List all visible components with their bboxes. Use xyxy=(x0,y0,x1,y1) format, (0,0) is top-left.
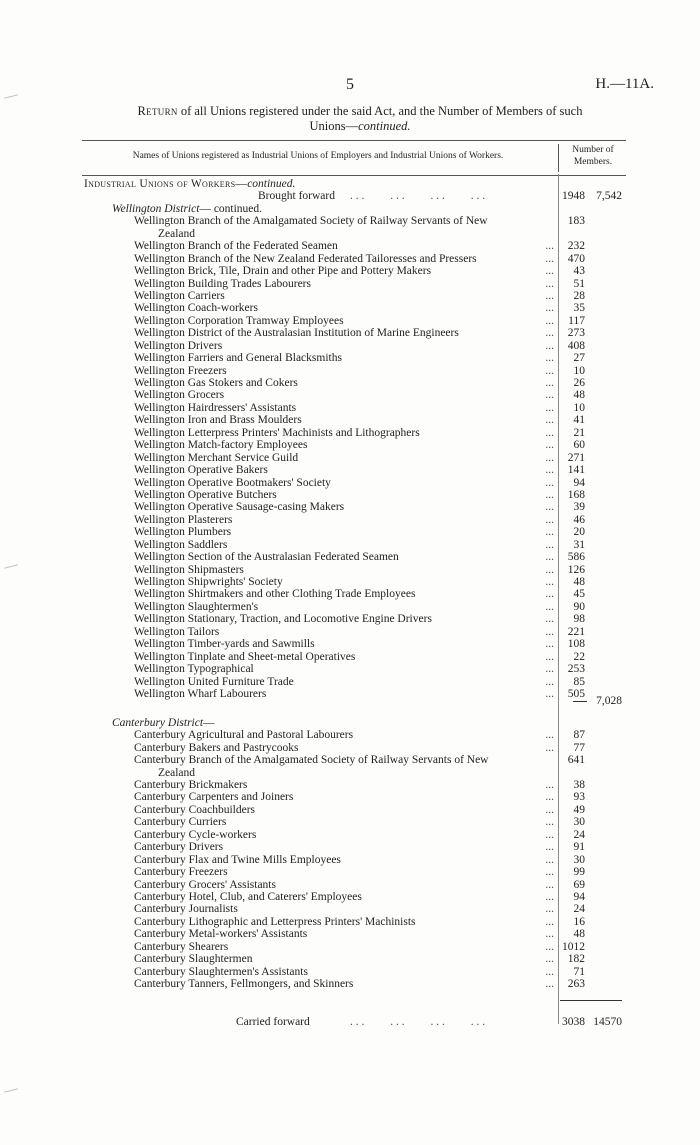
brought-forward-row xyxy=(0,190,700,202)
union-name: Wellington Letterpress Printers' Machinists and Lithographers xyxy=(134,426,420,439)
section-heading xyxy=(0,178,700,190)
leader-dots: ... xyxy=(545,551,554,564)
union-name: Canterbury Grocers' Assistants xyxy=(134,878,276,891)
member-count: 46 xyxy=(573,513,585,526)
union-table-body xyxy=(0,178,700,1029)
member-count: 69 xyxy=(573,878,585,891)
leader-dots: ... xyxy=(545,240,554,253)
union-name: Canterbury Drivers xyxy=(134,841,224,854)
union-name: Wellington Coach-workers xyxy=(134,302,258,315)
leader-dots: ... xyxy=(545,302,554,315)
leader-dots: ... xyxy=(545,729,554,742)
union-name: Wellington Drivers xyxy=(134,339,223,352)
table-row xyxy=(0,514,700,526)
table-row xyxy=(0,663,700,675)
union-name: Wellington Farriers and General Blacksmiths xyxy=(134,352,342,365)
table-row xyxy=(0,427,700,439)
leader-dots: ... xyxy=(545,277,554,290)
leader-dots: ... xyxy=(545,878,554,891)
member-count: 48 xyxy=(573,928,585,941)
wellington-subtotal-row xyxy=(0,695,700,712)
member-count: 108 xyxy=(567,638,585,651)
member-count: 85 xyxy=(573,675,585,688)
carried-forward-label: Carried forward xyxy=(236,1016,310,1029)
member-count: 1012 xyxy=(562,940,585,953)
leader-dots: ... xyxy=(545,439,554,452)
member-count: 641 xyxy=(567,754,585,767)
canterbury-heading xyxy=(0,717,700,729)
union-name: Canterbury Flax and Twine Mills Employees xyxy=(134,853,341,866)
table-row xyxy=(0,742,700,754)
leader-dots: ... xyxy=(545,613,554,626)
union-name: Wellington Wharf Labourers xyxy=(134,687,267,700)
leader-dots: ... xyxy=(545,538,554,551)
table-row xyxy=(0,402,700,414)
union-name: Wellington Building Trades Labourers xyxy=(134,277,311,290)
table-row xyxy=(0,327,700,339)
members-header-line2: Members. xyxy=(573,157,613,167)
table-row xyxy=(0,365,700,377)
union-name: Canterbury Cycle-workers xyxy=(134,828,257,841)
union-name: Canterbury Branch of the Amalgamated Society of Railway Servants of New xyxy=(134,754,489,767)
page-header xyxy=(0,76,700,96)
table-row xyxy=(0,804,700,816)
title-text: of all Unions registered under the said Act, and the Number of Members of such xyxy=(177,104,583,118)
leader-dots: ... xyxy=(545,289,554,302)
union-name: Wellington Tinplate and Sheet-metal Operatives xyxy=(134,650,356,663)
leader-dots: ... xyxy=(545,563,554,576)
union-name: Wellington Operative Bootmakers' Society xyxy=(134,476,331,489)
table-row xyxy=(0,841,700,853)
wellington-heading xyxy=(0,203,700,215)
union-name: Canterbury Freezers xyxy=(134,866,228,879)
member-count: 141 xyxy=(567,464,585,477)
member-count: 26 xyxy=(573,377,585,390)
wellington-heading-text: Wellington District xyxy=(112,202,200,215)
member-count: 183 xyxy=(567,215,585,228)
leader-dots: ... xyxy=(545,426,554,439)
leader-dots: ... xyxy=(545,513,554,526)
union-name: Canterbury Shearers xyxy=(134,940,229,953)
table-row xyxy=(0,551,700,563)
leader-dots: ... xyxy=(545,903,554,916)
union-name: Wellington Operative Butchers xyxy=(134,488,277,501)
wellington-subtotal-rule xyxy=(573,701,587,702)
table-row xyxy=(0,791,700,803)
union-name: Canterbury Metal-workers' Assistants xyxy=(134,928,308,941)
member-count: 30 xyxy=(573,816,585,829)
member-count: 77 xyxy=(573,741,585,754)
leader-dots: ... xyxy=(545,853,554,866)
union-name: Wellington Plasterers xyxy=(134,513,233,526)
table-row xyxy=(0,916,700,928)
table-row xyxy=(0,464,700,476)
union-name: Wellington Plumbers xyxy=(134,526,232,539)
union-name: Wellington United Furniture Trade xyxy=(134,675,294,688)
member-count: 10 xyxy=(573,364,585,377)
union-name: Canterbury Slaughtermen xyxy=(134,953,253,966)
table-header xyxy=(82,140,626,176)
member-count: 21 xyxy=(573,426,585,439)
member-count: 91 xyxy=(573,841,585,854)
title-lead: Return xyxy=(137,104,178,118)
member-count: 51 xyxy=(573,277,585,290)
leader-dots: ... xyxy=(545,828,554,841)
table-row xyxy=(0,854,700,866)
table-row xyxy=(0,539,700,551)
member-count: 48 xyxy=(573,389,585,402)
leader-dots: . . . . . . . . . . . . xyxy=(350,190,486,203)
leader-dots: ... xyxy=(545,414,554,427)
member-count: 41 xyxy=(573,414,585,427)
union-name: Wellington Slaughtermen's xyxy=(134,600,259,613)
table-row xyxy=(0,352,700,364)
leader-dots: ... xyxy=(545,352,554,365)
member-count: 232 xyxy=(567,240,585,253)
leader-dots: . . . . . . . . . . . . xyxy=(350,1016,486,1029)
leader-dots: ... xyxy=(545,791,554,804)
table-row xyxy=(0,477,700,489)
member-count: 24 xyxy=(573,828,585,841)
table-row xyxy=(0,879,700,891)
union-name: Wellington Operative Bakers xyxy=(134,464,268,477)
member-count: 271 xyxy=(567,451,585,464)
leader-dots: ... xyxy=(545,741,554,754)
table-row xyxy=(0,414,700,426)
member-count: 87 xyxy=(573,729,585,742)
carried-forward-total: 14570 xyxy=(593,1016,622,1029)
table-row xyxy=(0,626,700,638)
table-row xyxy=(0,501,700,513)
union-name: Canterbury Lithographic and Letterpress Printers' Machinists xyxy=(134,915,416,928)
union-name: Wellington Shipwrights' Society xyxy=(134,576,283,589)
union-name: Canterbury Agricultural and Pastoral Labourers xyxy=(134,729,354,742)
table-row xyxy=(0,966,700,978)
union-name: Wellington Brick, Tile, Drain and other Pipe and Pottery Makers xyxy=(134,265,432,278)
union-name: Wellington Gas Stokers and Cokers xyxy=(134,377,298,390)
member-count: 98 xyxy=(573,613,585,626)
union-name: Wellington Section of the Australasian Federated Seamen xyxy=(134,551,399,564)
table-row xyxy=(0,265,700,277)
leader-dots: ... xyxy=(545,940,554,953)
members-header-line1: Number of xyxy=(572,145,614,155)
member-count: 168 xyxy=(567,488,585,501)
table-row xyxy=(0,676,700,688)
carried-forward-row xyxy=(0,1016,700,1028)
member-count: 90 xyxy=(573,600,585,613)
brought-forward-label: Brought forward xyxy=(258,190,335,203)
leader-dots: ... xyxy=(545,650,554,663)
union-name: Wellington Merchant Service Guild xyxy=(134,451,299,464)
table-row xyxy=(0,891,700,903)
leader-dots: ... xyxy=(545,915,554,928)
column-header-names: Names of Unions registered as Industrial Unions of Employers and Industrial Unions of Workers. xyxy=(132,151,504,161)
member-count: 94 xyxy=(573,890,585,903)
member-count: 27 xyxy=(573,352,585,365)
union-name: Wellington Carriers xyxy=(134,289,225,302)
table-row xyxy=(0,779,700,791)
union-name: Canterbury Brickmakers xyxy=(134,779,248,792)
leader-dots: ... xyxy=(545,965,554,978)
leader-dots: ... xyxy=(545,890,554,903)
member-count: 253 xyxy=(567,663,585,676)
union-name: Wellington Typographical xyxy=(134,663,254,676)
leader-dots: ... xyxy=(545,476,554,489)
member-count: 10 xyxy=(573,401,585,414)
union-name: Wellington Match-factory Employees xyxy=(134,439,308,452)
table-row xyxy=(0,489,700,501)
table-row xyxy=(0,290,700,302)
canterbury-heading-suffix: — xyxy=(203,716,215,729)
leader-dots: ... xyxy=(545,501,554,514)
leader-dots: ... xyxy=(545,588,554,601)
member-count: 48 xyxy=(573,576,585,589)
section-heading-text: Industrial Unions of Workers— xyxy=(84,178,248,190)
member-count: 93 xyxy=(573,791,585,804)
union-name: Canterbury Curriers xyxy=(134,816,227,829)
leader-dots: ... xyxy=(545,364,554,377)
leader-dots: ... xyxy=(545,663,554,676)
carried-forward-rule xyxy=(560,1000,622,1001)
member-count: 31 xyxy=(573,538,585,551)
section-heading-italic: continued. xyxy=(247,178,296,190)
leader-dots: ... xyxy=(545,339,554,352)
table-row xyxy=(0,315,700,327)
member-count: 71 xyxy=(573,965,585,978)
leader-dots: ... xyxy=(545,625,554,638)
union-name: Canterbury Journalists xyxy=(134,903,238,916)
union-name: Canterbury Hotel, Club, and Caterers' Employees xyxy=(134,890,362,903)
union-name: Canterbury Carpenters and Joiners xyxy=(134,791,294,804)
brought-forward-value: 1948 xyxy=(562,190,585,203)
table-row xyxy=(0,452,700,464)
table-row xyxy=(0,253,700,265)
leader-dots: ... xyxy=(545,389,554,402)
leader-dots: ... xyxy=(545,451,554,464)
union-name: Wellington Saddlers xyxy=(134,538,228,551)
union-name: Canterbury Slaughtermen's Assistants xyxy=(134,965,308,978)
title-line2-italic: continued. xyxy=(358,119,411,133)
leader-dots: ... xyxy=(545,265,554,278)
table-row xyxy=(0,613,700,625)
leader-dots: ... xyxy=(545,327,554,340)
table-row xyxy=(0,638,700,650)
margin-mark xyxy=(4,1088,18,1092)
leader-dots: ... xyxy=(545,401,554,414)
table-row xyxy=(0,601,700,613)
table-row xyxy=(0,903,700,915)
table-row xyxy=(0,439,700,451)
union-name: Wellington Hairdressers' Assistants xyxy=(134,401,297,414)
member-count: 117 xyxy=(568,314,585,327)
member-count: 30 xyxy=(573,853,585,866)
member-count: 586 xyxy=(567,551,585,564)
table-row xyxy=(0,829,700,841)
leader-dots: ... xyxy=(545,978,554,991)
leader-dots: ... xyxy=(545,526,554,539)
table-row xyxy=(0,302,700,314)
leader-dots: ... xyxy=(545,841,554,854)
union-name: Canterbury Coachbuilders xyxy=(134,803,256,816)
table-row xyxy=(0,278,700,290)
table-row xyxy=(0,240,700,252)
union-name: Wellington Shipmasters xyxy=(134,563,244,576)
table-row xyxy=(0,215,700,240)
union-name-continued: Zealand xyxy=(158,227,196,240)
carried-forward-spacer xyxy=(0,990,700,1016)
union-name: Wellington Branch of the Federated Seamen xyxy=(134,240,338,253)
table-row xyxy=(0,377,700,389)
leader-dots: ... xyxy=(545,675,554,688)
document-code: H.—11A. xyxy=(595,76,654,92)
leader-dots: ... xyxy=(545,816,554,829)
table-row xyxy=(0,651,700,663)
leader-dots: ... xyxy=(545,687,554,700)
member-count: 43 xyxy=(573,265,585,278)
column-header-members xyxy=(558,144,627,172)
leader-dots: ... xyxy=(545,377,554,390)
union-name: Wellington Shirtmakers and other Clothing Trade Employees xyxy=(134,588,416,601)
table-row xyxy=(0,389,700,401)
title-line2: Unions— xyxy=(309,119,359,133)
union-name: Wellington District of the Australasian Institution of Marine Engineers xyxy=(134,327,459,340)
member-count: 22 xyxy=(573,650,585,663)
union-name: Wellington Branch of the Amalgamated Society of Railway Servants of New xyxy=(134,215,488,228)
table-row xyxy=(0,588,700,600)
member-count: 94 xyxy=(573,476,585,489)
leader-dots: ... xyxy=(545,600,554,613)
member-count: 470 xyxy=(567,252,585,265)
leader-dots: ... xyxy=(545,488,554,501)
union-name: Wellington Operative Sausage-casing Makers xyxy=(134,501,345,514)
leader-dots: ... xyxy=(545,576,554,589)
union-name: Wellington Grocers xyxy=(134,389,225,402)
member-count: 38 xyxy=(573,779,585,792)
table-row xyxy=(0,729,700,741)
member-count: 45 xyxy=(573,588,585,601)
table-row xyxy=(0,978,700,990)
member-count: 28 xyxy=(573,289,585,302)
member-count: 182 xyxy=(567,953,585,966)
union-name: Wellington Tailors xyxy=(134,625,220,638)
leader-dots: ... xyxy=(545,866,554,879)
union-name: Canterbury Tanners, Fellmongers, and Skinners xyxy=(134,978,354,991)
member-count: 273 xyxy=(567,327,585,340)
leader-dots: ... xyxy=(545,779,554,792)
union-name: Wellington Stationary, Traction, and Locomotive Engine Drivers xyxy=(134,613,432,626)
member-count: 263 xyxy=(567,978,585,991)
wellington-rows xyxy=(0,215,700,700)
leader-dots: ... xyxy=(545,953,554,966)
table-row xyxy=(0,953,700,965)
table-row xyxy=(0,576,700,588)
union-name-continued: Zealand xyxy=(158,766,196,779)
table-row xyxy=(0,754,700,779)
carried-forward-value: 3038 xyxy=(562,1016,585,1029)
leader-dots: ... xyxy=(545,928,554,941)
union-name: Wellington Iron and Brass Moulders xyxy=(134,414,302,427)
member-count: 60 xyxy=(573,439,585,452)
table-row xyxy=(0,564,700,576)
leader-dots: ... xyxy=(545,638,554,651)
union-name: Wellington Timber-yards and Sawmills xyxy=(134,638,315,651)
page-number: 5 xyxy=(346,76,354,93)
wellington-heading-suffix: — continued. xyxy=(199,202,263,215)
return-title xyxy=(80,104,640,134)
leader-dots: ... xyxy=(545,803,554,816)
table-row xyxy=(0,340,700,352)
member-count: 35 xyxy=(573,302,585,315)
canterbury-rows xyxy=(0,729,700,990)
member-count: 408 xyxy=(567,339,585,352)
member-count: 505 xyxy=(567,687,585,700)
brought-forward-total: 7,542 xyxy=(596,190,622,203)
member-count: 24 xyxy=(573,903,585,916)
member-count: 39 xyxy=(573,501,585,514)
member-count: 20 xyxy=(573,526,585,539)
union-name: Wellington Corporation Tramway Employees xyxy=(134,314,344,327)
union-name: Canterbury Bakers and Pastrycooks xyxy=(134,741,299,754)
table-row xyxy=(0,526,700,538)
union-name: Wellington Branch of the New Zealand Federated Tailoresses and Pressers xyxy=(134,252,477,265)
table-row xyxy=(0,941,700,953)
leader-dots: ... xyxy=(545,314,554,327)
canterbury-heading-text: Canterbury District xyxy=(112,716,204,729)
member-count: 221 xyxy=(567,625,585,638)
leader-dots: ... xyxy=(545,252,554,265)
table-row xyxy=(0,866,700,878)
member-count: 16 xyxy=(573,915,585,928)
leader-dots: ... xyxy=(545,464,554,477)
member-count: 126 xyxy=(567,563,585,576)
wellington-subtotal: 7,028 xyxy=(596,695,622,708)
member-count: 49 xyxy=(573,803,585,816)
table-row xyxy=(0,816,700,828)
member-count: 99 xyxy=(573,866,585,879)
union-name: Wellington Freezers xyxy=(134,364,227,377)
table-row xyxy=(0,928,700,940)
